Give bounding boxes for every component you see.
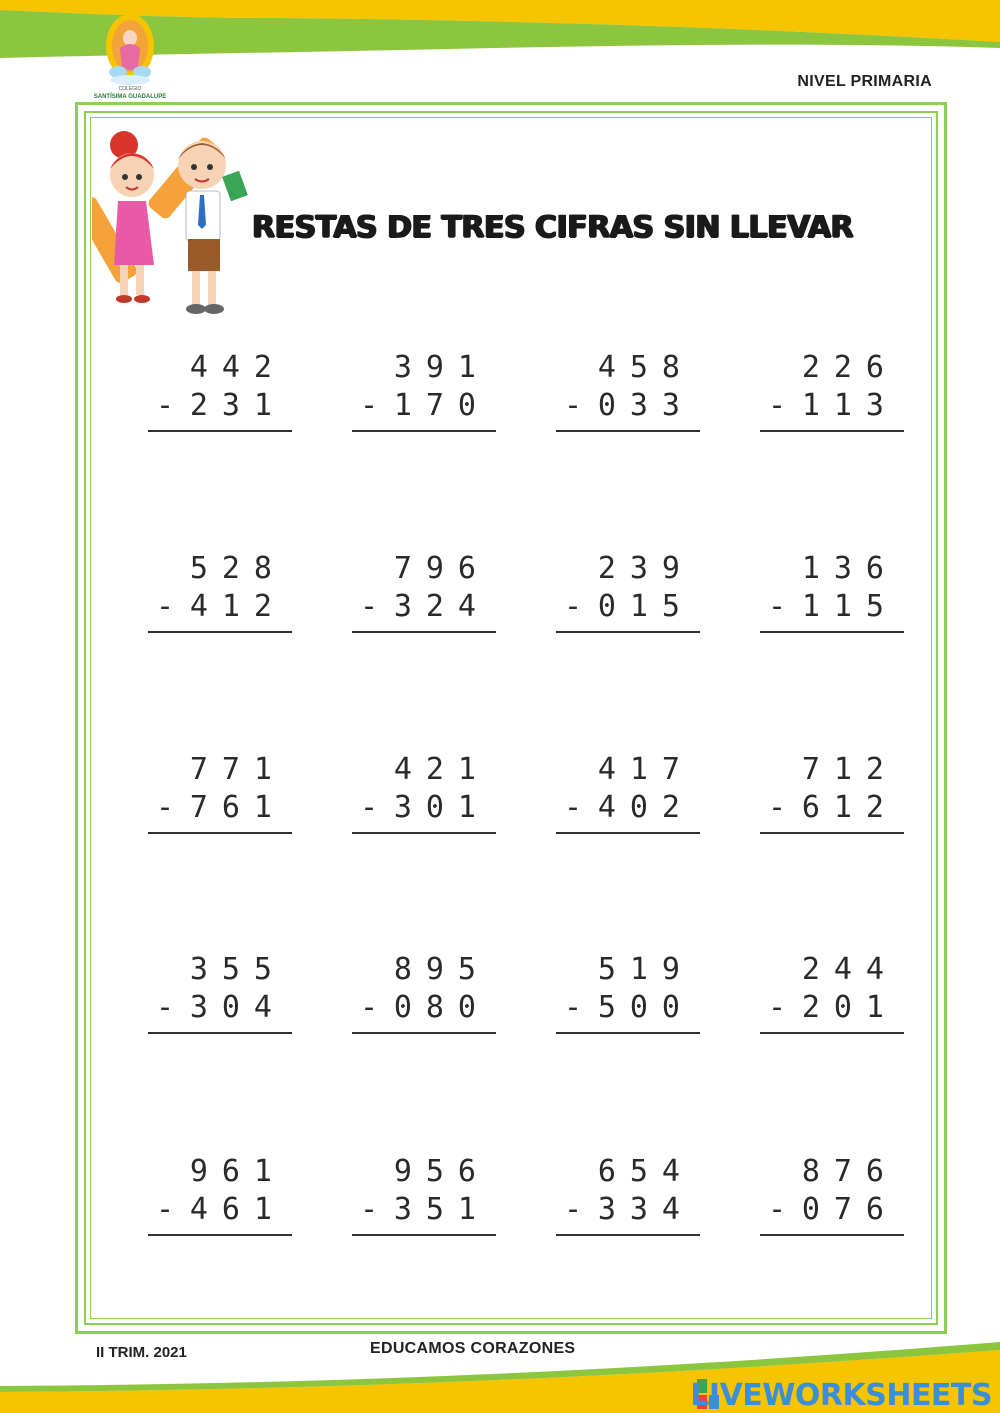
children-illustration xyxy=(92,125,252,325)
answer-line[interactable] xyxy=(148,1032,292,1034)
minus-sign: - xyxy=(156,790,175,825)
minus-sign: - xyxy=(564,1192,583,1227)
minus-sign: - xyxy=(564,790,583,825)
logo-text-top: COLEGIO xyxy=(118,86,142,92)
answer-line[interactable] xyxy=(148,430,292,432)
subtrahend: 201 xyxy=(801,990,898,1025)
subtrahend: 115 xyxy=(801,589,898,624)
subtrahend: 402 xyxy=(597,790,694,825)
answer-line[interactable] xyxy=(148,631,292,633)
minuend: 442 xyxy=(189,350,286,385)
subtraction-problem xyxy=(148,551,294,631)
minuend: 226 xyxy=(801,350,898,385)
answer-line[interactable] xyxy=(352,430,496,432)
subtraction-problem xyxy=(556,952,702,1032)
minuend: 519 xyxy=(597,952,694,987)
answer-line[interactable] xyxy=(760,631,904,633)
subtrahend: 324 xyxy=(393,589,490,624)
answer-line[interactable] xyxy=(760,1032,904,1034)
minuend: 528 xyxy=(189,551,286,586)
minus-sign: - xyxy=(360,1192,379,1227)
answer-line[interactable] xyxy=(556,832,700,834)
subtrahend: 080 xyxy=(393,990,490,1025)
subtrahend: 334 xyxy=(597,1192,694,1227)
subtraction-problem xyxy=(556,752,702,832)
minus-sign: - xyxy=(360,589,379,624)
answer-line[interactable] xyxy=(760,430,904,432)
answer-line[interactable] xyxy=(556,430,700,432)
minus-sign: - xyxy=(768,589,787,624)
answer-line[interactable] xyxy=(556,1234,700,1236)
minus-sign: - xyxy=(360,388,379,423)
watermark: LIVEWORKSHEETS xyxy=(690,1378,992,1413)
subtrahend: 461 xyxy=(189,1192,286,1227)
subtrahend: 231 xyxy=(189,388,286,423)
subtraction-problem xyxy=(148,1154,294,1234)
answer-line[interactable] xyxy=(148,1234,292,1236)
level-label: NIVEL PRIMARIA xyxy=(797,73,932,90)
subtraction-problem xyxy=(352,551,498,631)
minus-sign: - xyxy=(768,1192,787,1227)
subtrahend: 612 xyxy=(801,790,898,825)
answer-line[interactable] xyxy=(556,1032,700,1034)
subtraction-problem xyxy=(556,1154,702,1234)
subtraction-problem xyxy=(760,752,906,832)
minuend: 136 xyxy=(801,551,898,586)
subtraction-problem xyxy=(352,752,498,832)
subtraction-problem xyxy=(148,350,294,430)
worksheet-title: RESTAS DE TRES CIFRAS SIN LLEVAR xyxy=(252,210,854,245)
subtraction-problem xyxy=(556,551,702,631)
term-label: II TRIM. 2021 xyxy=(96,1344,187,1361)
minus-sign: - xyxy=(360,790,379,825)
minus-sign: - xyxy=(156,589,175,624)
subtrahend: 076 xyxy=(801,1192,898,1227)
minus-sign: - xyxy=(564,589,583,624)
subtrahend: 170 xyxy=(393,388,490,423)
answer-line[interactable] xyxy=(760,1234,904,1236)
answer-line[interactable] xyxy=(352,1234,496,1236)
subtraction-problem xyxy=(760,551,906,631)
subtraction-problem xyxy=(352,350,498,430)
minuend: 771 xyxy=(189,752,286,787)
minuend: 895 xyxy=(393,952,490,987)
answer-line[interactable] xyxy=(148,832,292,834)
minus-sign: - xyxy=(156,388,175,423)
school-logo xyxy=(80,8,180,104)
minuend: 391 xyxy=(393,350,490,385)
minuend: 654 xyxy=(597,1154,694,1189)
subtraction-problem xyxy=(556,350,702,430)
minuend: 239 xyxy=(597,551,694,586)
minuend: 244 xyxy=(801,952,898,987)
subtrahend: 304 xyxy=(189,990,286,1025)
minuend: 796 xyxy=(393,551,490,586)
minus-sign: - xyxy=(768,790,787,825)
minus-sign: - xyxy=(360,990,379,1025)
motto-label: EDUCAMOS CORAZONES xyxy=(370,1340,576,1357)
subtraction-problem xyxy=(760,350,906,430)
minus-sign: - xyxy=(768,990,787,1025)
logo-text-name: SANTÍSIMA GUADALUPE xyxy=(93,94,167,100)
subtraction-problem xyxy=(148,952,294,1032)
subtraction-problem xyxy=(760,1154,906,1234)
subtraction-problem xyxy=(352,952,498,1032)
minuend: 458 xyxy=(597,350,694,385)
minuend: 961 xyxy=(189,1154,286,1189)
answer-line[interactable] xyxy=(352,631,496,633)
minuend: 956 xyxy=(393,1154,490,1189)
minus-sign: - xyxy=(156,1192,175,1227)
subtrahend: 351 xyxy=(393,1192,490,1227)
minuend: 876 xyxy=(801,1154,898,1189)
minus-sign: - xyxy=(156,990,175,1025)
subtraction-problem xyxy=(760,952,906,1032)
answer-line[interactable] xyxy=(556,631,700,633)
subtrahend: 301 xyxy=(393,790,490,825)
subtrahend: 500 xyxy=(597,990,694,1025)
minuend: 417 xyxy=(597,752,694,787)
answer-line[interactable] xyxy=(352,1032,496,1034)
answer-line[interactable] xyxy=(352,832,496,834)
subtraction-problem xyxy=(352,1154,498,1234)
minuend: 712 xyxy=(801,752,898,787)
answer-line[interactable] xyxy=(760,832,904,834)
minus-sign: - xyxy=(768,388,787,423)
subtrahend: 412 xyxy=(189,589,286,624)
subtrahend: 015 xyxy=(597,589,694,624)
subtraction-problem xyxy=(148,752,294,832)
minuend: 355 xyxy=(189,952,286,987)
minus-sign: - xyxy=(564,388,583,423)
minus-sign: - xyxy=(564,990,583,1025)
subtrahend: 761 xyxy=(189,790,286,825)
minuend: 421 xyxy=(393,752,490,787)
subtrahend: 033 xyxy=(597,388,694,423)
subtrahend: 113 xyxy=(801,388,898,423)
